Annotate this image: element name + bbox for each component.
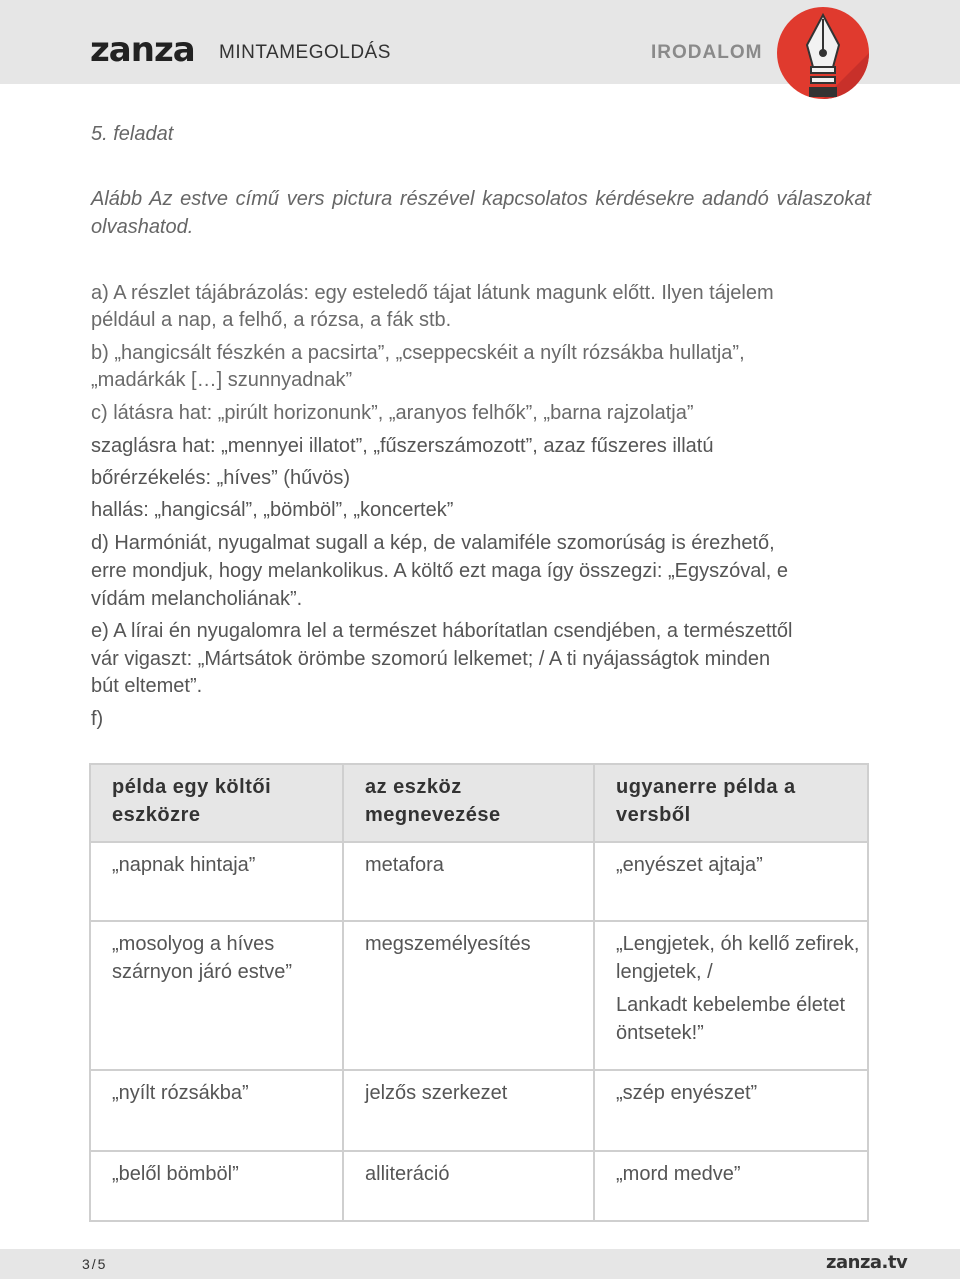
answer-d-line2: erre mondjuk, hogy melankolikus. A költő ezt maga így összegzi: „Egyszóval, e — [91, 560, 789, 582]
document-type: MINTAMEGOLDÁS — [219, 42, 391, 63]
poetic-devices-table — [89, 763, 869, 1222]
answer-c-line2: szaglásra hat: „mennyei illatot”, „fűszerszámozott”, azaz fűszeres illatú — [91, 435, 714, 457]
cell-example: „mosolyog a híves szárnyon járó estve” — [90, 921, 343, 1070]
answer-e-line2: vár vigaszt: „Mártsátok örömbe szomorú lelkemet; / A ti nyájasságtok minden — [91, 648, 771, 670]
answer-b-line2: „madárkák […] szunnyadnak” — [91, 369, 353, 391]
cell-verse — [594, 1070, 868, 1151]
answer-d-line3: vídám melancholiának”. — [91, 588, 303, 610]
cell-verse-text: „enyészet ajtaja” — [616, 854, 763, 876]
table-row — [90, 842, 868, 921]
cell-device: alliteráció — [343, 1151, 594, 1221]
cell-verse — [594, 1151, 868, 1221]
task-title: 5. feladat — [91, 123, 174, 145]
cell-device: jelzős szerkezet — [343, 1070, 594, 1151]
table-header-row — [90, 764, 868, 842]
cell-example: „nyílt rózsákba” — [90, 1070, 343, 1151]
answer-f-label: f) — [91, 708, 104, 730]
zanza-tv-logo: zanza.tv — [826, 1252, 908, 1273]
answer-a-line1: a) A részlet tájábrázolás: egy esteledő tájat látunk magunk előtt. Ilyen tájelem — [91, 282, 774, 304]
page-number: 3/5 — [82, 1256, 108, 1272]
cell-example: „belől bömböl” — [90, 1151, 343, 1221]
cell-verse — [594, 921, 868, 1070]
cell-verse-text: „szép enyészet” — [616, 1082, 758, 1104]
table-row — [90, 1151, 868, 1221]
zanza-logo: zanza — [90, 30, 195, 70]
fountain-pen-icon — [777, 7, 869, 99]
cell-verse — [594, 842, 868, 921]
cell-verse-text: „mord medve” — [616, 1163, 741, 1185]
page-footer — [0, 1249, 960, 1279]
task-intro-text: Alább Az estve című vers pictura részével kapcsolatos kérdésekre adandó válaszokat olvashatod. — [91, 188, 871, 238]
header-verse: ugyanerre példa a versből — [594, 764, 868, 842]
answer-e-line1: e) A lírai én nyugalomra lel a természet háborítatlan csendjében, a természettől — [91, 620, 793, 642]
cell-verse-text-continued: Lankadt kebelembe életet öntsetek!” — [616, 994, 846, 1044]
cell-device: metafora — [343, 842, 594, 921]
cell-device: megszemélyesítés — [343, 921, 594, 1070]
answer-d-line1: d) Harmóniát, nyugalmat sugall a kép, de valamiféle szomorúság is érezhető, — [91, 532, 775, 554]
answer-c-line1: c) látásra hat: „pirúlt horizonunk”, „aranyos felhők”, „barna rajzolatja” — [91, 402, 694, 424]
table-row — [90, 1070, 868, 1151]
answer-e-line3: bút eltemet”. — [91, 675, 203, 697]
table-row — [90, 921, 868, 1070]
answer-a-line2: például a nap, a felhő, a rózsa, a fák stb. — [91, 309, 452, 331]
header-example: példa egy költői eszközre — [90, 764, 343, 842]
cell-verse-text: „Lengjetek, óh kellő zefirek, lengjetek, / — [616, 933, 860, 983]
subject-label: IRODALOM — [651, 42, 763, 63]
answer-c-line4: hallás: „hangicsál”, „bömböl”, „koncertek” — [91, 499, 454, 521]
task-intro — [91, 185, 871, 241]
answer-b-line1: b) „hangicsált fészkén a pacsirta”, „cseppecskéit a nyílt rózsákba hullatja”, — [91, 342, 745, 364]
answer-c-line3: bőrérzékelés: „híves” (hűvös) — [91, 467, 350, 489]
header-device: az eszköz megnevezése — [343, 764, 594, 842]
cell-example: „napnak hintaja” — [90, 842, 343, 921]
